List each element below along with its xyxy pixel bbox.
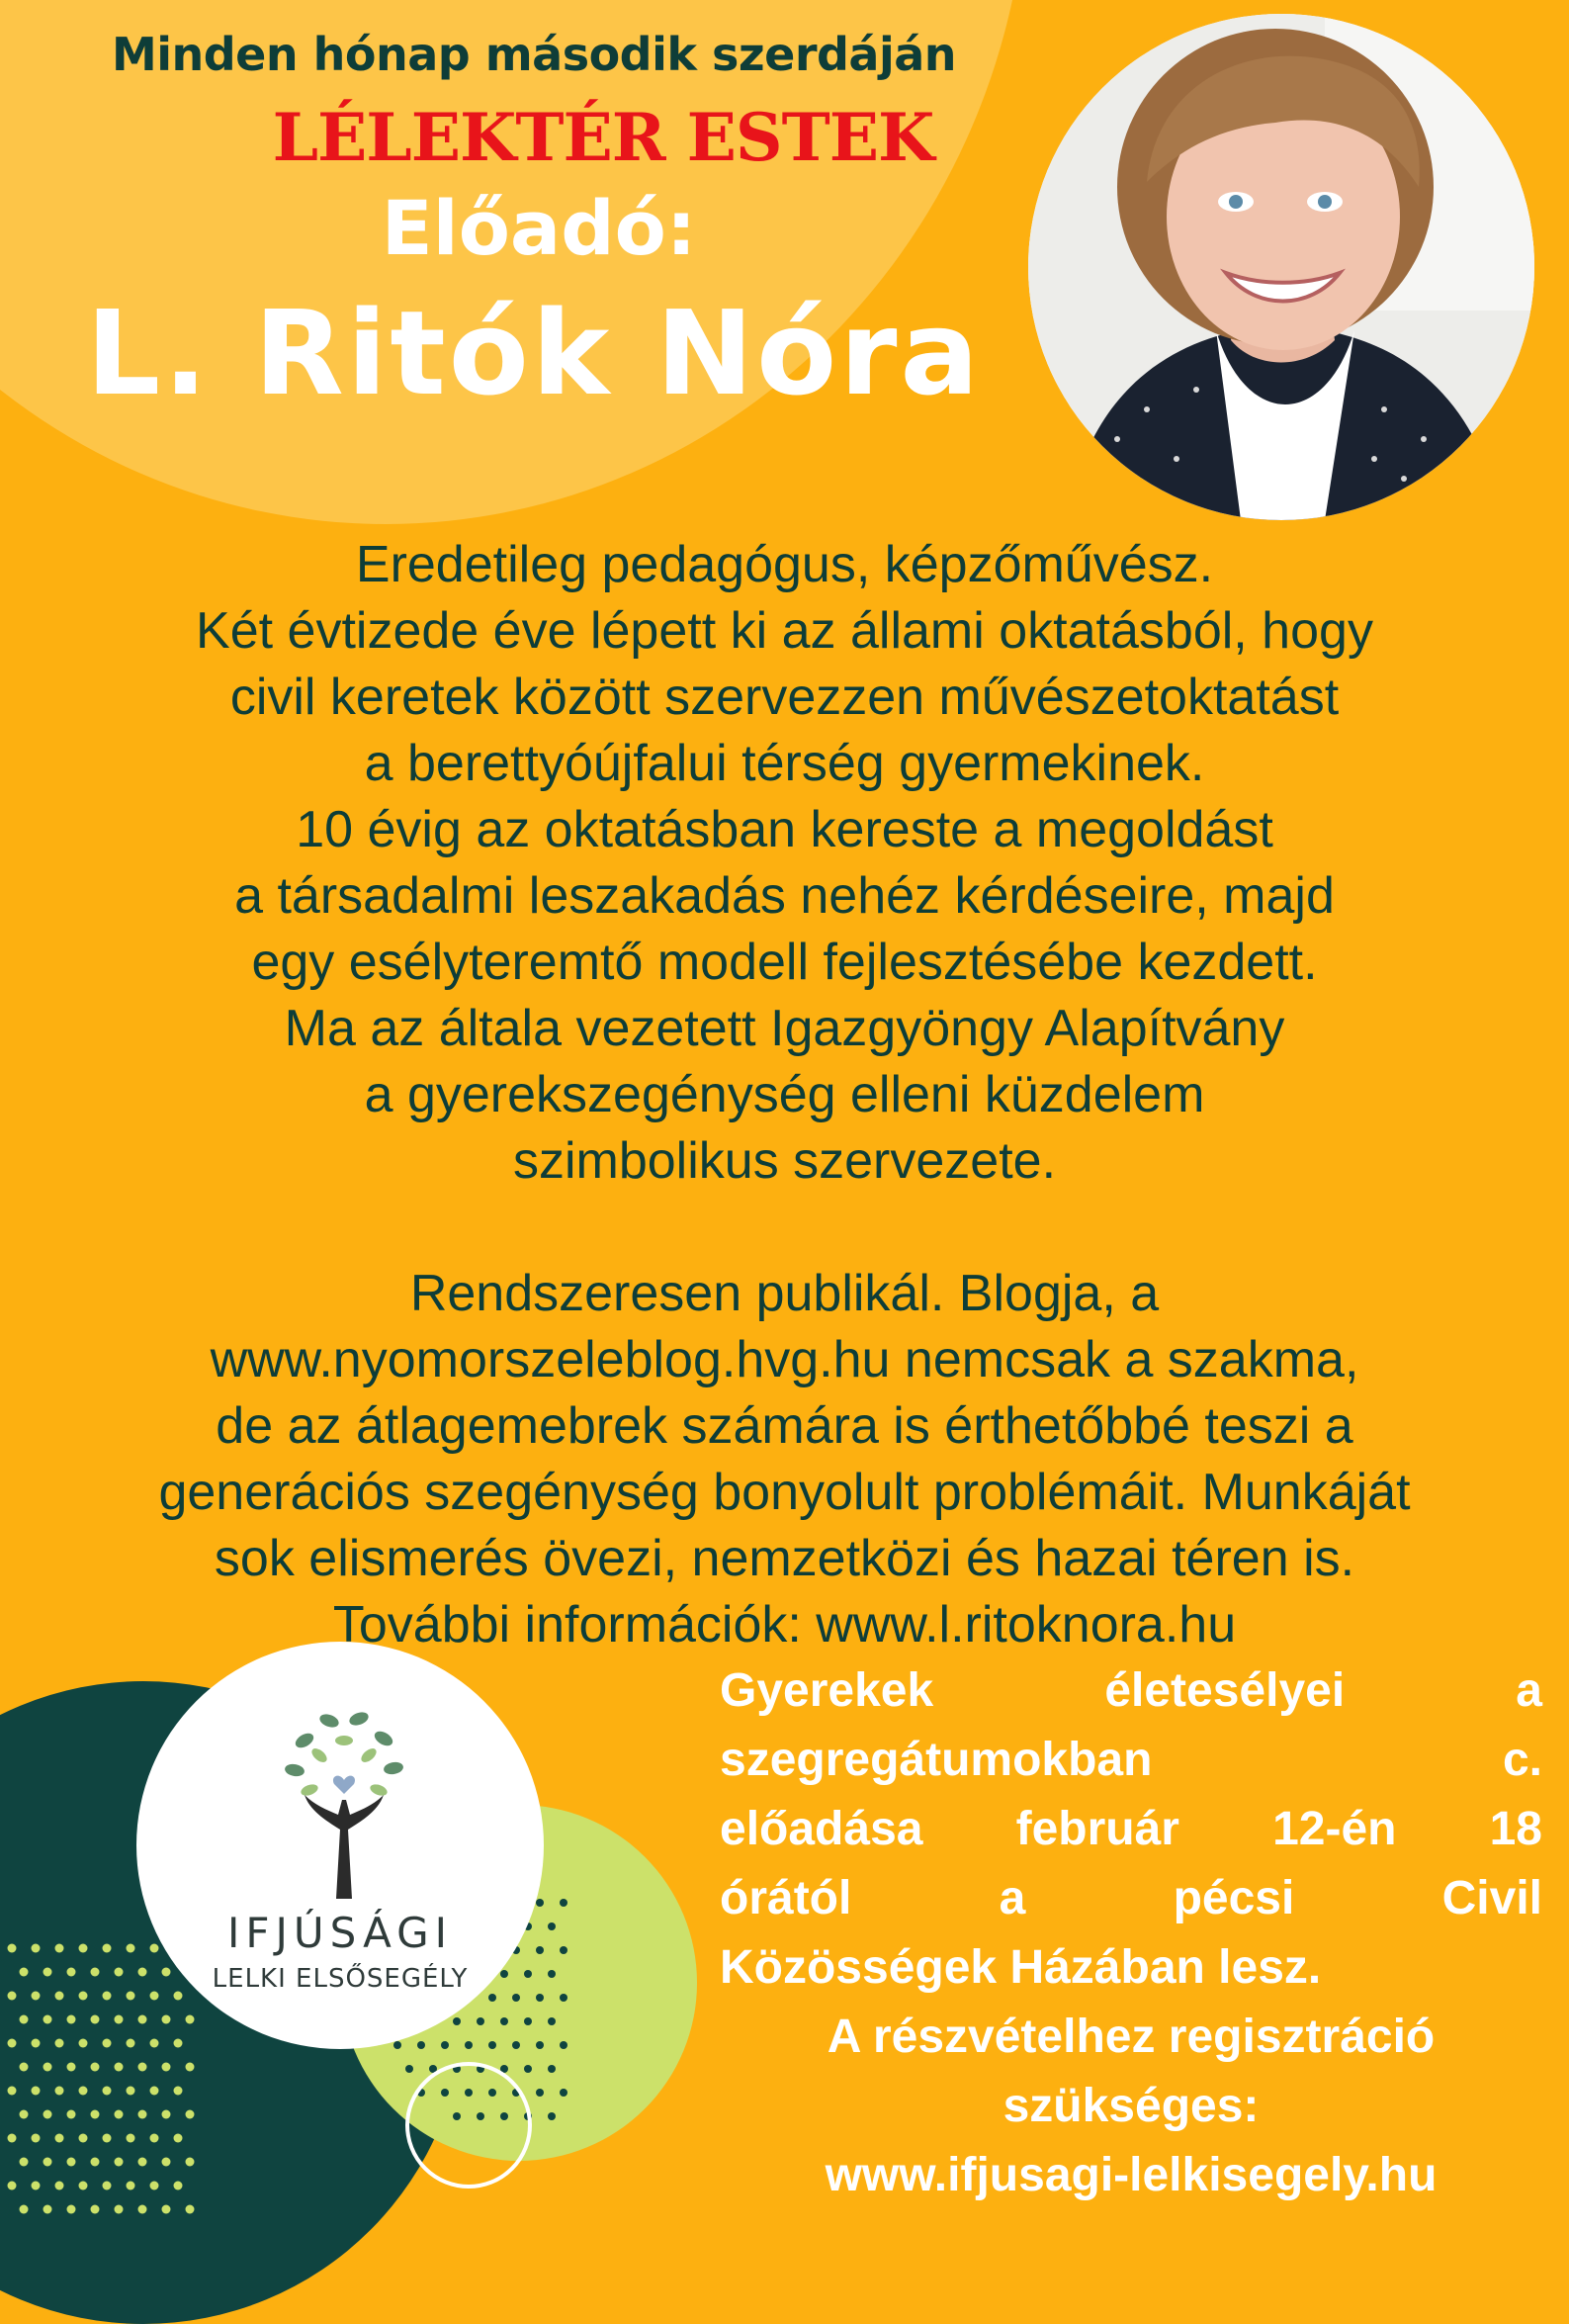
dot [32, 2134, 41, 2143]
dot [127, 1944, 135, 1953]
dot [32, 1944, 41, 1953]
dot [186, 2205, 195, 2214]
bio-line: szimbolikus szervezete. [512, 1132, 1057, 1190]
dot [536, 2041, 544, 2049]
dot [524, 2065, 532, 2073]
bio-line: Rendszeresen publikál. Blogja, a [409, 1265, 1160, 1322]
dot [55, 2134, 64, 2143]
dot [512, 1994, 520, 2002]
dot [91, 2205, 100, 2214]
dot [8, 2182, 17, 2190]
bio-line: sok elismerés övezi, nemzetközi és hazai téren is. [214, 1530, 1355, 1587]
dot [560, 1994, 567, 2002]
dot [8, 2134, 17, 2143]
dot [536, 1899, 544, 1907]
dot [44, 2158, 52, 2167]
dot [162, 2110, 171, 2119]
dot [548, 2065, 556, 2073]
dot [55, 1944, 64, 1953]
dot [20, 2205, 29, 2214]
dot [32, 1992, 41, 2001]
dot [103, 2134, 112, 2143]
dot [79, 2087, 88, 2096]
dot [127, 2087, 135, 2096]
event-details [720, 1656, 1542, 2210]
bio-line: 10 évig az oktatásban kereste a megoldást [296, 801, 1273, 858]
dot [548, 1970, 556, 1978]
dot [536, 1994, 544, 2002]
presenter-name: L. Ritók Nóra [85, 285, 983, 421]
dot [44, 2205, 52, 2214]
dot [162, 2015, 171, 2024]
dot [67, 2205, 76, 2214]
dot [560, 1899, 567, 1907]
event-title: LÉLEKTÉR ESTEK [272, 99, 934, 176]
dot [91, 2063, 100, 2072]
dot [560, 2089, 567, 2097]
bio-line: a társadalmi leszakadás nehéz kérdéseire, majd [234, 867, 1335, 925]
dot [103, 1944, 112, 1953]
dot [138, 2110, 147, 2119]
dot [67, 1968, 76, 1977]
dot [44, 2063, 52, 2072]
dot [91, 2158, 100, 2167]
paragraph-spacer [30, 1195, 1539, 1261]
dot [91, 2015, 100, 2024]
dot [512, 2041, 520, 2049]
dot [548, 2112, 556, 2120]
bio-line: Ma az általa vezetett Igazgyöngy Alapítvány [284, 1000, 1285, 1057]
dot [488, 1994, 496, 2002]
dot [55, 2039, 64, 2048]
dot [127, 2182, 135, 2190]
logo-text-primary: IFJÚSÁGI [226, 1909, 454, 1957]
dot [20, 1968, 29, 1977]
dot [32, 2039, 41, 2048]
dot [8, 1992, 17, 2001]
dot [20, 2015, 29, 2024]
dot [488, 2041, 496, 2049]
bio-line: a berettyóújfalui térség gyermekinek. [364, 735, 1205, 792]
dot [67, 2158, 76, 2167]
bio-line: de az átlagemebrek számára is érthetőbbé teszi a [216, 1397, 1353, 1455]
dot [138, 2205, 147, 2214]
dot [115, 2158, 124, 2167]
dot [453, 2017, 461, 2025]
dot [79, 2134, 88, 2143]
dot [138, 2158, 147, 2167]
bio-line: generációs szegénység bonyolult problémáit. Munkáját [158, 1464, 1411, 1521]
dot [500, 2017, 508, 2025]
dot [186, 2063, 195, 2072]
blog-link-line: www.nyomorszeleblog.hvg.hu nemcsak a szakma, [210, 1331, 1359, 1388]
tree-hands-icon [265, 1701, 423, 1899]
dot [79, 2182, 88, 2190]
dot [186, 2158, 195, 2167]
dot [79, 1992, 88, 2001]
dot [405, 2065, 413, 2073]
event-details-line: szegregátumokban c. [720, 1734, 1542, 1786]
dot [536, 2089, 544, 2097]
dot [8, 1944, 17, 1953]
dot [162, 2063, 171, 2072]
dot [20, 2063, 29, 2072]
event-subtitle: Minden hónap második szerdáján [111, 28, 957, 81]
dot [20, 2110, 29, 2119]
event-details-line: előadása február 12-én 18 [720, 1803, 1542, 1855]
event-details-line: órától a pécsi Civil [720, 1872, 1542, 1924]
dot [138, 2015, 147, 2024]
bio-line: Két évtizede éve lépett ki az állami oktatásból, hogy [196, 602, 1373, 660]
dot [103, 2087, 112, 2096]
dot [91, 2110, 100, 2119]
bio-line: Eredetileg pedagógus, képzőművész. [355, 536, 1214, 593]
bio-line: civil keretek között szervezzen művészetoktatást [229, 669, 1340, 726]
registration-note: szükséges: [1002, 2080, 1260, 2132]
dot [103, 2182, 112, 2190]
dot [560, 1946, 567, 1954]
dot [174, 2087, 183, 2096]
dot [115, 2015, 124, 2024]
dot [32, 2087, 41, 2096]
dot [67, 2110, 76, 2119]
dot [174, 2182, 183, 2190]
dot [55, 2087, 64, 2096]
dot [79, 1944, 88, 1953]
dot [150, 2134, 159, 2143]
bio-line: egy esélyteremtő modell fejlesztésébe kezdett. [251, 934, 1318, 991]
more-info-line: További információk: www.l.ritoknora.hu [332, 1596, 1237, 1654]
dot [441, 2041, 449, 2049]
dot [560, 2041, 567, 2049]
dot [44, 1968, 52, 1977]
dot [417, 2041, 425, 2049]
dot [477, 2017, 484, 2025]
dot [67, 2015, 76, 2024]
dot [138, 2063, 147, 2072]
dot [150, 2182, 159, 2190]
dot [67, 2063, 76, 2072]
presenter-bio [30, 532, 1539, 1658]
dot [127, 2134, 135, 2143]
dot [8, 2087, 17, 2096]
dot [79, 2039, 88, 2048]
dot [127, 2039, 135, 2048]
dot [524, 2017, 532, 2025]
dot [115, 2205, 124, 2214]
dot [186, 2015, 195, 2024]
dot [103, 2039, 112, 2048]
dot [127, 1992, 135, 2001]
dot [44, 2015, 52, 2024]
dot [174, 2134, 183, 2143]
dot [103, 1992, 112, 2001]
bio-line: a gyerekszegénység elleni küzdelem [364, 1066, 1205, 1123]
dot [393, 2041, 401, 2049]
dot [162, 2158, 171, 2167]
logo-text-secondary: LELKI ELSŐSEGÉLY [212, 1964, 469, 1994]
decorative-ring [405, 2062, 532, 2189]
presenter-label: Előadó: [381, 184, 697, 272]
dot [55, 2182, 64, 2190]
dot [115, 2063, 124, 2072]
dot [186, 2110, 195, 2119]
registration-note: A részvételhez regisztráció [827, 2011, 1436, 2063]
dot [174, 2039, 183, 2048]
event-details-line: Közösségek Házában lesz. [720, 1941, 1322, 1994]
dot [162, 2205, 171, 2214]
dot [150, 2039, 159, 2048]
dot [548, 1922, 556, 1930]
dot [44, 2110, 52, 2119]
event-details-line: Gyerekek életesélyei a [720, 1664, 1542, 1717]
dot [465, 2041, 473, 2049]
dot [91, 1968, 100, 1977]
registration-url: www.ifjusagi-lelkisegely.hu [825, 2149, 1438, 2201]
dot [548, 2017, 556, 2025]
presenter-photo [1028, 14, 1534, 520]
dot [150, 2087, 159, 2096]
dot [20, 2158, 29, 2167]
dot [8, 2039, 17, 2048]
dot [115, 2110, 124, 2119]
dot [55, 1992, 64, 2001]
dot [32, 2182, 41, 2190]
dot [115, 1968, 124, 1977]
